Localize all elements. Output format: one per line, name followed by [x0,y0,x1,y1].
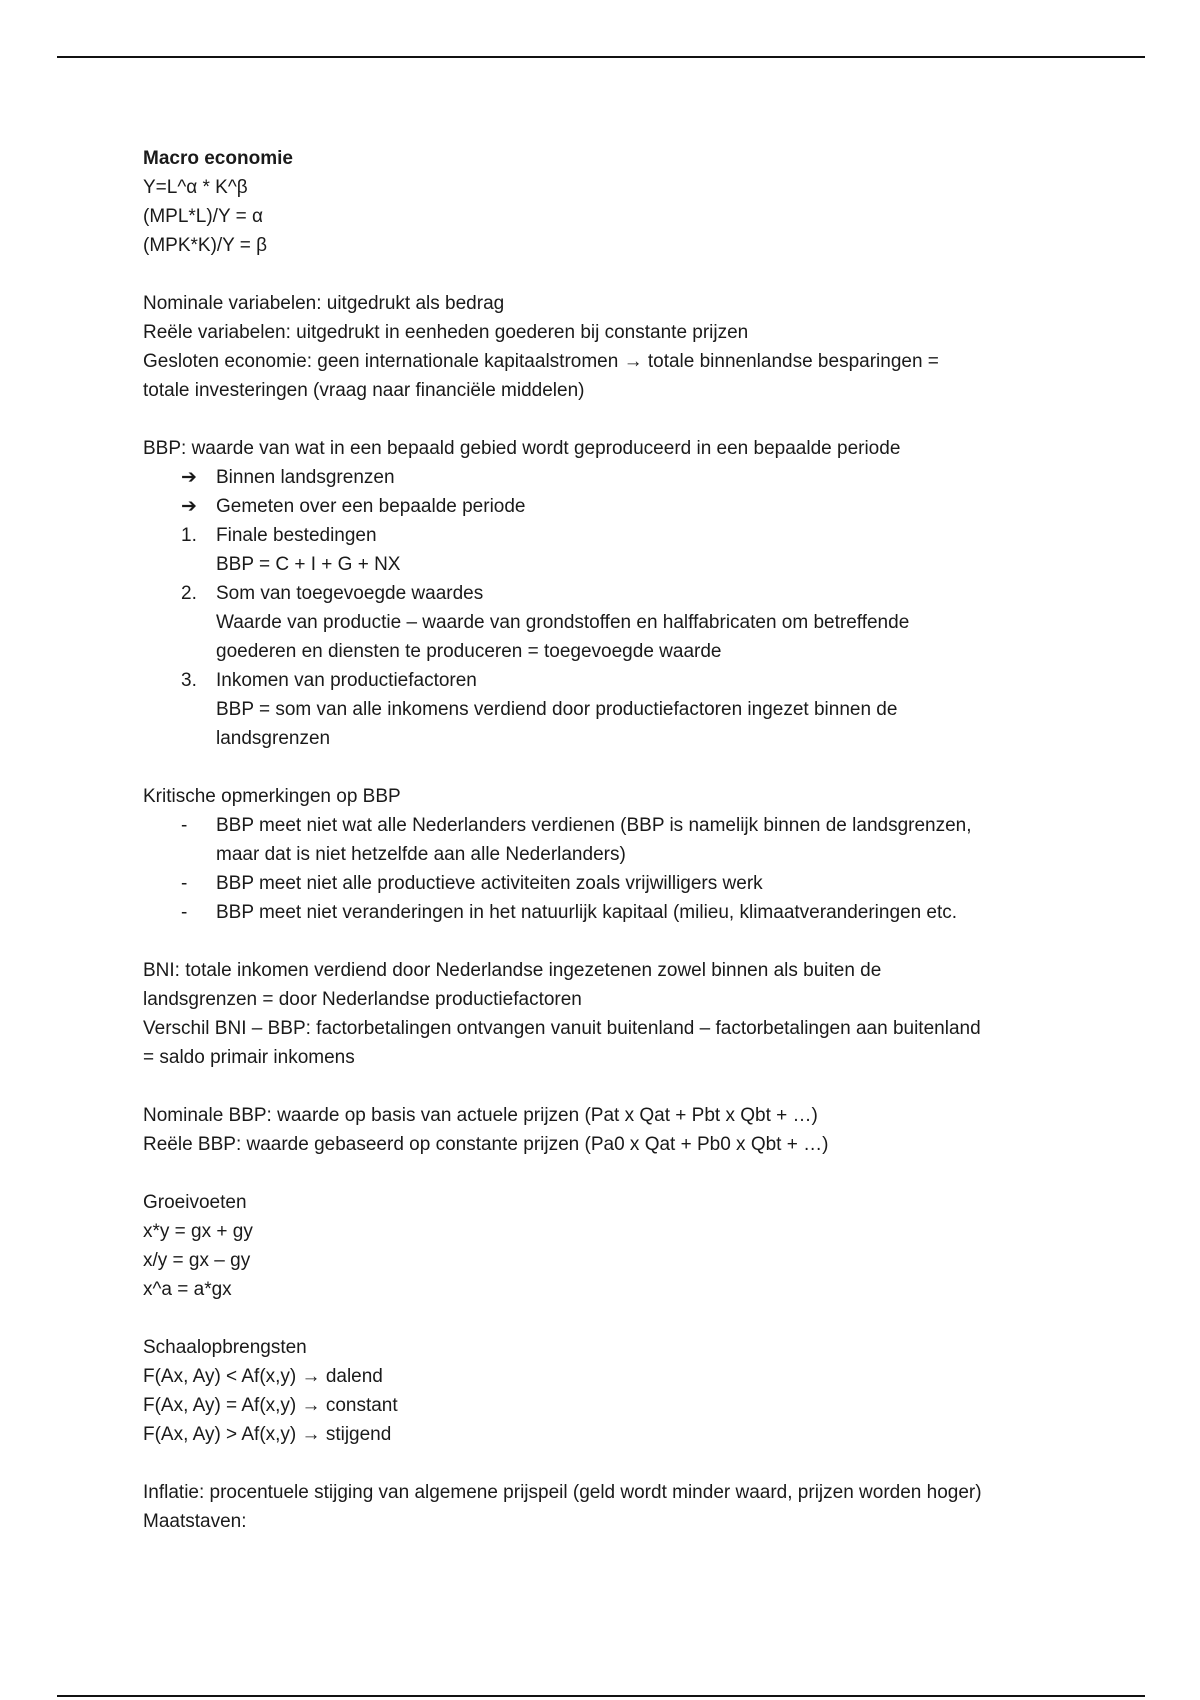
dash-list-continuation: maar dat is niet hetzelfde aan alle Nederlanders) [216,844,626,865]
kritisch-heading: Kritische opmerkingen op BBP [143,786,401,807]
list-item-body: landsgrenzen [216,728,331,749]
groeivoeten-heading: Groeivoeten [143,1192,247,1213]
schaal-heading: Schaalopbrengsten [143,1337,307,1358]
list-item-body: BBP = C + I + G + NX [216,554,401,575]
bbp-type-line: Nominale BBP: waarde op basis van actuele prijzen (Pat x Qat + Pbt x Qbt + …) [143,1105,818,1126]
definition-line: Nominale variabelen: uitgedrukt als bedrag [143,293,505,314]
numbered-list-item: 2. Som van toegevoegde waardes [143,579,1083,608]
list-number: 1. [181,525,197,546]
list-item-body: goederen en diensten te produceren = toegevoegde waarde [216,641,722,662]
bni-line: = saldo primair inkomens [143,1047,355,1068]
page-title: Macro economie [143,148,293,169]
schaal-formula: F(Ax, Ay) > Af(x,y) → stijgend [143,1424,392,1445]
numbered-list-item: 1. Finale bestedingen [143,521,1083,550]
bni-line: Verschil BNI – BBP: factorbetalingen ontvangen vanuit buitenland – factorbetalingen aan buitenland [143,1018,981,1039]
footer-rule [57,1695,1145,1697]
list-number: 2. [181,583,197,604]
dash-list-item: - BBP meet niet alle productieve activiteiten zoals vrijwilligers werk [143,869,1083,898]
groeivoet-formula: x/y = gx – gy [143,1250,251,1271]
bbp-heading: BBP: waarde van wat in een bepaald gebied wordt geproduceerd in een bepaalde periode [143,438,901,459]
formula-line: (MPK*K)/Y = β [143,235,268,256]
document-body [143,144,1083,1536]
list-item-body: BBP = som van alle inkomens verdiend door productiefactoren ingezet binnen de [216,699,898,720]
dash-list-item: - BBP meet niet veranderingen in het natuurlijk kapitaal (milieu, klimaatveranderingen etc. [143,898,1083,927]
dash-bullet: - [181,815,188,836]
arrow-bullet-icon: ➔ [181,496,197,517]
schaal-formula: F(Ax, Ay) = Af(x,y) → constant [143,1395,398,1416]
header-rule [57,56,1145,58]
numbered-list-item: 3. Inkomen van productiefactoren [143,666,1083,695]
arrow-list-item: ➔ Binnen landsgrenzen [143,463,1083,492]
dash-bullet: - [181,902,188,923]
groeivoet-formula: x*y = gx + gy [143,1221,253,1242]
definition-line: Gesloten economie: geen internationale kapitaalstromen → totale binnenlandse besparingen = [143,351,939,372]
list-item-body: Waarde van productie – waarde van grondstoffen en halffabricaten om betreffende [216,612,910,633]
dash-bullet: - [181,873,188,894]
arrow-list-item: ➔ Gemeten over een bepaalde periode [143,492,1083,521]
schaal-formula: F(Ax, Ay) < Af(x,y) → dalend [143,1366,383,1387]
definition-line: Reële variabelen: uitgedrukt in eenheden goederen bij constante prijzen [143,322,749,343]
dash-list-item: - BBP meet niet wat alle Nederlanders verdienen (BBP is namelijk binnen de landsgrenzen, [143,811,1083,840]
formula-line: Y=L^α * K^β [143,177,248,198]
list-number: 3. [181,670,197,691]
inflatie-line: Inflatie: procentuele stijging van algemene prijspeil (geld wordt minder waard, prijzen worden hoger) [143,1482,982,1503]
definition-line: totale investeringen (vraag naar financiële middelen) [143,380,585,401]
arrow-bullet-icon: ➔ [181,467,197,488]
bbp-type-line: Reële BBP: waarde gebaseerd op constante prijzen (Pa0 x Qat + Pb0 x Qbt + …) [143,1134,829,1155]
bni-line: BNI: totale inkomen verdiend door Nederlandse ingezetenen zowel binnen als buiten de [143,960,882,981]
bni-line: landsgrenzen = door Nederlandse productiefactoren [143,989,582,1010]
maatstaven-line: Maatstaven: [143,1511,247,1532]
groeivoet-formula: x^a = a*gx [143,1279,232,1300]
formula-line: (MPL*L)/Y = α [143,206,263,227]
